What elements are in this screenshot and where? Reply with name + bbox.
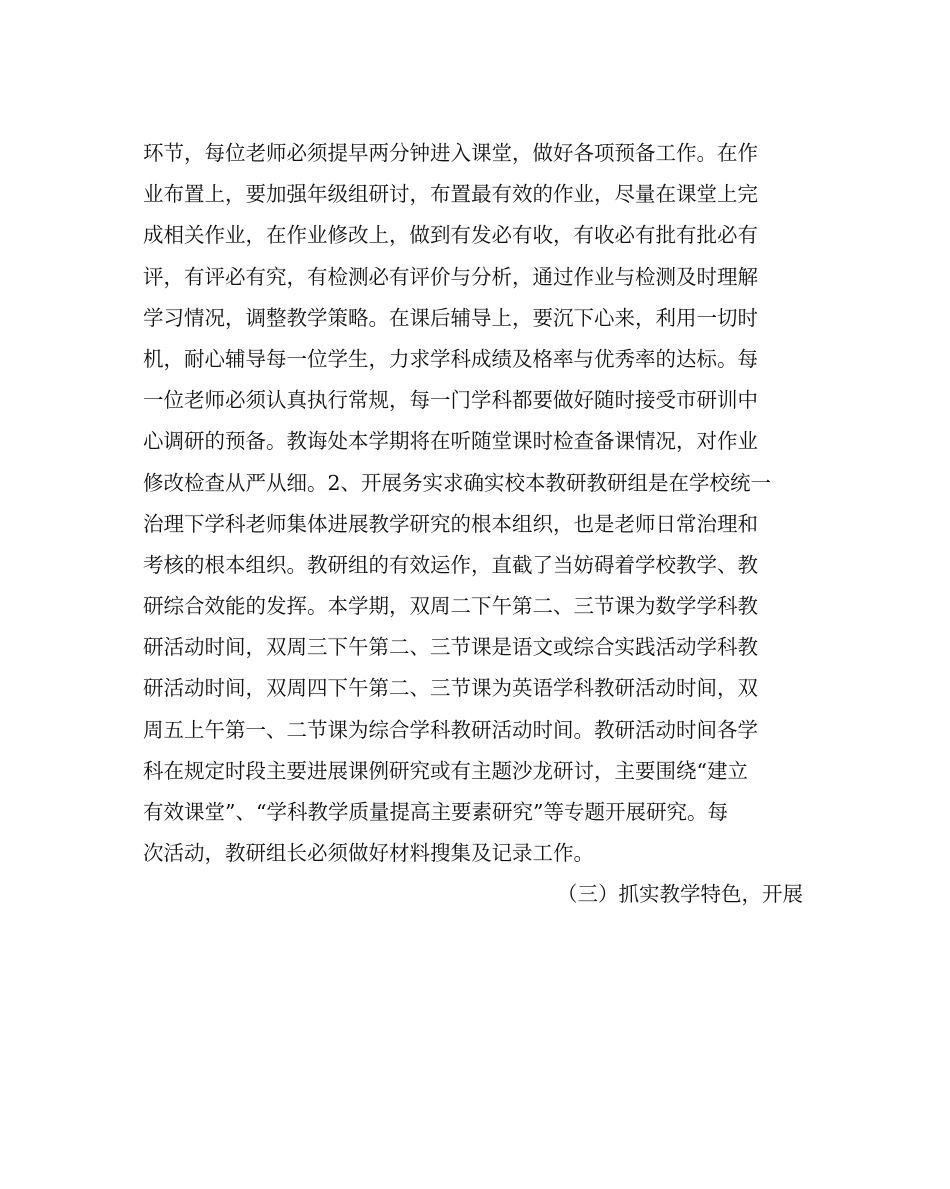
text-line: 成相关作业，在作业修改上，做到有发必有收，有收必有批有批必有 <box>143 223 758 248</box>
body-text <box>143 133 813 916</box>
text-line: 一位老师必须认真执行常规，每一门学科都要做好随时接受市研训中 <box>143 388 758 413</box>
text-line: 机，耐心辅导每一位学生，力求学科成绩及格率与优秀率的达标。每 <box>143 346 758 371</box>
text-line: 治理下学科老师集体进展教学研究的根本组织，也是老师日常治理和 <box>143 511 758 536</box>
text-line: 心调研的预备。教诲处本学期将在听随堂课时检查备课情况，对作业 <box>143 429 758 454</box>
text-line: 业布置上，要加强年级组研讨，布置最有效的作业，尽量在课堂上完 <box>143 182 758 207</box>
text-line: 考核的根本组织。教研组的有效运作，直截了当妨碍着学校教学、教 <box>143 552 758 577</box>
text-line: 评，有评必有究，有检测必有评价与分析，通过作业与检测及时理解 <box>143 264 758 289</box>
text-line: 研活动时间，双周三下午第二、三节课是语文或综合实践活动学科教 <box>143 635 758 660</box>
section-heading: （三）抓实教学特色，开展 <box>557 882 803 907</box>
text-line: 次活动，教研组长必须做好材料搜集及记录工作。 <box>143 841 594 866</box>
text-line: 有效课堂”、“学科教学质量提高主要素研究”等专题开展研究。每 <box>143 800 728 824</box>
text-line: 周五上午第一、二节课为综合学科教研活动时间。教研活动时间各学 <box>143 717 758 742</box>
text-line: 修改检查从严从细。2、开展务实求确实校本教研教研组是在学校统一 <box>143 470 772 495</box>
text-line: 学习情况，调整教学策略。在课后辅导上，要沉下心来，利用一切时 <box>143 305 758 330</box>
text-line: 研综合效能的发挥。本学期，双周二下午第二、三节课为数学学科教 <box>143 594 758 619</box>
text-line: 科在规定时段主要进展课例研究或有主题沙龙研讨，主要围绕“建立 <box>143 758 748 783</box>
text-line: 研活动时间，双周四下午第二、三节课为英语学科教研活动时间，双 <box>143 676 758 701</box>
text-line: 环节，每位老师必须提早两分钟进入课堂，做好各项预备工作。在作 <box>143 141 758 165</box>
